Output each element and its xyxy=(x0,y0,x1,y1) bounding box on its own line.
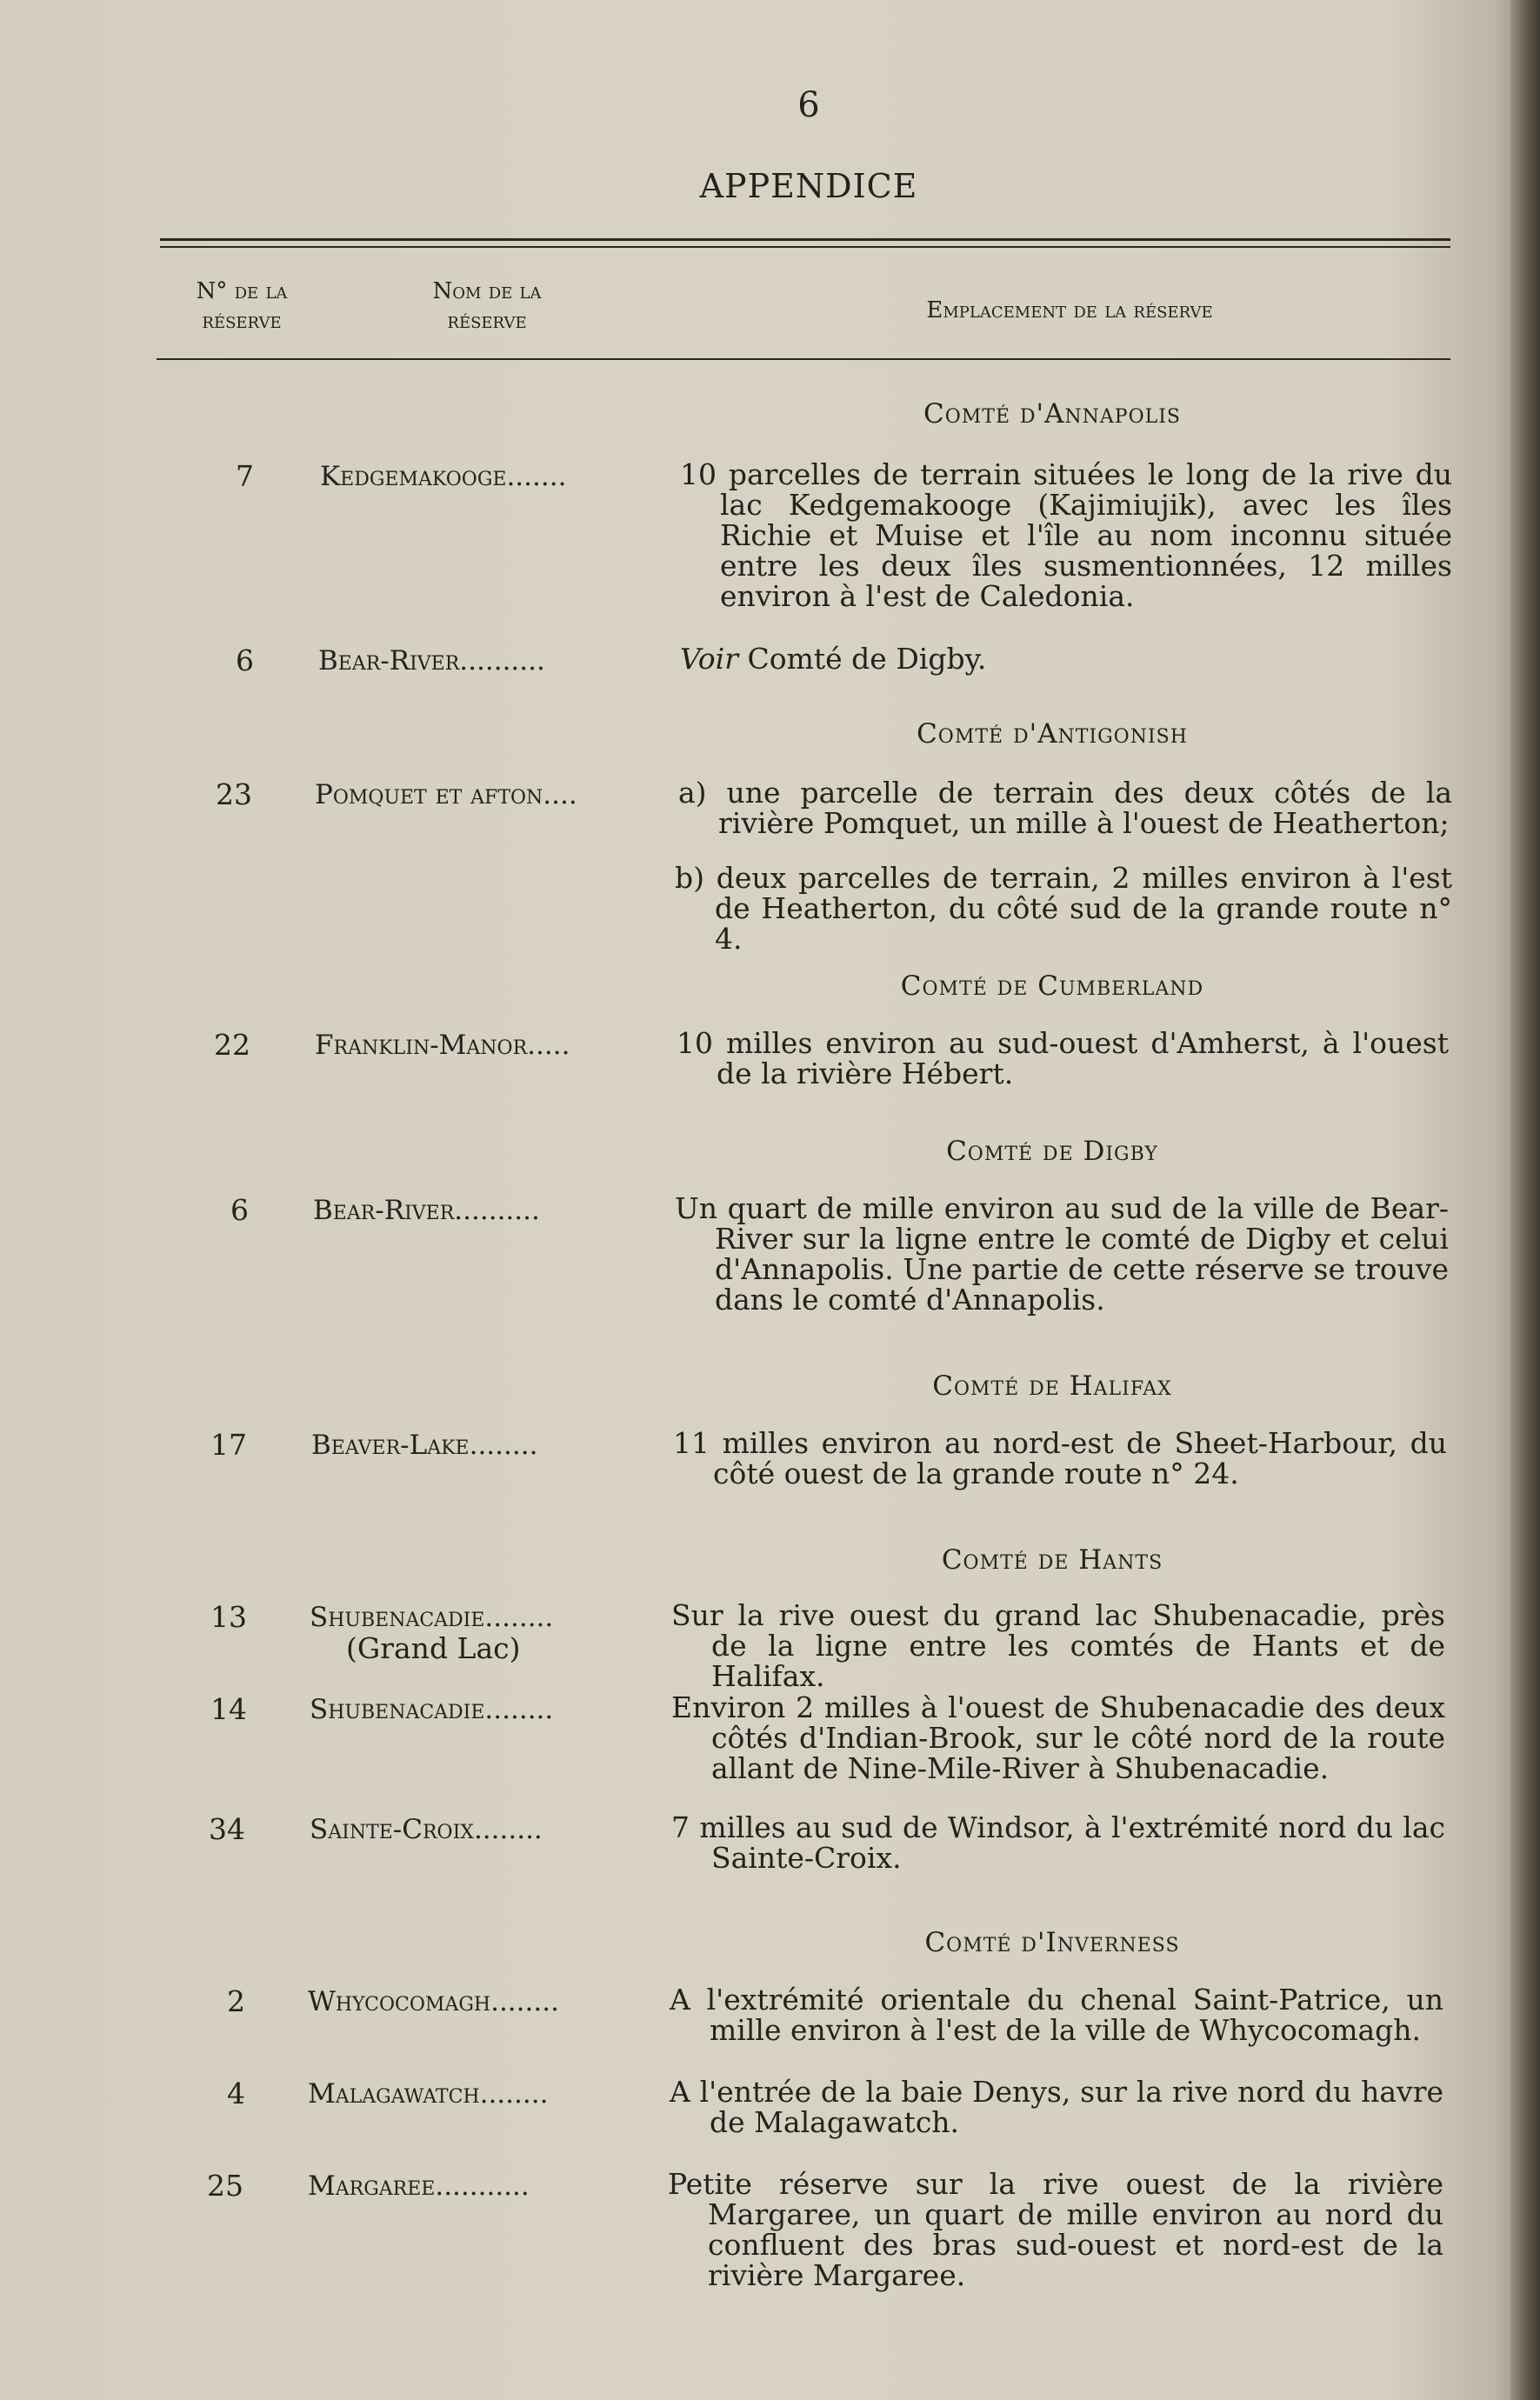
reserve-name: Franklin-Manor..... xyxy=(315,1030,570,1061)
reserve-name: Pomquet et afton.... xyxy=(315,779,577,810)
reserve-location-text: 7 milles au sud de Windsor, à l'extrémité nord du lac Sainte-Croix. xyxy=(671,1810,1445,1875)
reserve-location xyxy=(677,1028,1449,1089)
reserve-location xyxy=(680,459,1452,611)
reserve-number: 6 xyxy=(230,1193,249,1227)
reserve-number: 34 xyxy=(209,1812,245,1846)
reserve-number: 17 xyxy=(210,1428,247,1462)
reserve-location-text: 10 milles environ au sud-ouest d'Amherst, à l'ouest de la rivière Hébert. xyxy=(677,1026,1449,1090)
reserve-name: Kedgemakooge....... xyxy=(320,461,567,492)
reserve-location-text: 11 milles environ au nord-est de Sheet-Harbour, du côté ouest de la grande route n° 24. xyxy=(673,1426,1447,1490)
reserve-location-text: Environ 2 milles à l'ouest de Shubenacadie des deux côtés d'Indian-Brook, sur le côté nord de la route allant de Nine-Mile-River à Shubenacadie. xyxy=(671,1690,1445,1785)
reserve-number: 6 xyxy=(236,643,254,677)
reserve-location-text: A l'extrémité orientale du chenal Saint-Patrice, un mille environ à l'est de la ville de Whycocomagh. xyxy=(670,1983,1443,2047)
header-rule-bottom xyxy=(157,358,1450,360)
reserve-name: Bear-River.......... xyxy=(318,645,545,677)
header-rule-top-second xyxy=(160,246,1450,248)
reserve-location-text: Petite réserve sur la rive ouest de la rivière Margaree, un quart de mille environ au nord du confluent des bras sud-ouest et nord-est de la rivière Margaree. xyxy=(668,2167,1443,2292)
reserve-number: 13 xyxy=(210,1600,247,1634)
reserve-location-italic: Voir xyxy=(680,642,738,676)
reserve-location-text: A l'entrée de la baie Denys, sur la rive nord du havre de Malagawatch. xyxy=(670,2075,1443,2139)
reserve-location xyxy=(671,1692,1445,1783)
column-header-numero-line2: réserve xyxy=(202,308,282,334)
page-title: APPENDICE xyxy=(699,167,918,205)
reserve-location xyxy=(668,2169,1443,2290)
reserve-location xyxy=(670,1984,1443,2045)
reserve-name-text: Shubenacadie........ xyxy=(310,1602,554,1633)
column-header-emplacement: Emplacement de la réserve xyxy=(926,297,1213,323)
header-rule-top xyxy=(160,238,1450,241)
reserve-name: Whycocomagh........ xyxy=(308,1986,559,2017)
county-heading-antigonish: Comté d'Antigonish xyxy=(917,718,1188,750)
reserve-location-text: 10 parcelles de terrain situées le long de la rive du lac Kedgemakooge (Kajimiujik), avec les îles Richie et Muise et l'île au nom inconnu située entre les deux îles susmentionnées, 12 milles environ à l'est de Caledonia. xyxy=(680,457,1452,613)
reserve-number: 23 xyxy=(216,777,252,811)
reserve-location xyxy=(675,1193,1449,1315)
reserve-number: 7 xyxy=(236,459,254,493)
reserve-number: 4 xyxy=(227,2077,245,2110)
county-heading-halifax: Comté de Halifax xyxy=(932,1370,1172,1402)
reserve-location-part-a: a) une parcelle de terrain des deux côtés de la rivière Pomquet, un mille à l'ouest de Heatherton; xyxy=(678,776,1452,840)
reserve-location xyxy=(678,777,1452,838)
reserve-name-subtitle: (Grand Lac) xyxy=(346,1631,521,1664)
reserve-name: Beaver-Lake........ xyxy=(311,1430,538,1461)
reserve-name: Bear-River.......... xyxy=(313,1195,540,1226)
reserve-name: Shubenacadie........ xyxy=(310,1694,554,1725)
reserve-location xyxy=(673,1428,1447,1489)
county-heading-digby: Comté de Digby xyxy=(946,1136,1158,1167)
reserve-name: Sainte-Croix........ xyxy=(310,1814,543,1845)
reserve-name xyxy=(310,1602,640,1664)
county-heading-cumberland: Comté de Cumberland xyxy=(900,970,1204,1002)
county-heading-annapolis: Comté d'Annapolis xyxy=(923,398,1181,430)
reserve-location-part-b: b) deux parcelles de terrain, 2 milles environ à l'est de Heatherton, du côté sud de la grande route n° 4. xyxy=(675,861,1452,956)
page-number: 6 xyxy=(797,85,820,125)
reserve-name: Margaree........... xyxy=(308,2170,530,2202)
reserve-location-text: Un quart de mille environ au sud de la ville de Bear-River sur la ligne entre le comté de Digby et celui d'Annapolis. Une partie de cette réserve se trouve dans le comté d'Annapolis. xyxy=(675,1191,1449,1317)
reserve-number: 22 xyxy=(214,1028,250,1062)
column-header-nom xyxy=(383,277,591,336)
reserve-location xyxy=(670,2077,1443,2137)
reserve-number: 25 xyxy=(207,2169,243,2203)
column-header-nom-line1: Nom de la xyxy=(432,278,542,304)
county-heading-inverness: Comté d'Inverness xyxy=(924,1927,1180,1958)
column-header-nom-line2: réserve xyxy=(447,308,527,334)
page-edge-shadow xyxy=(1510,0,1540,2400)
reserve-number: 2 xyxy=(227,1984,245,2018)
reserve-number: 14 xyxy=(210,1692,247,1726)
reserve-name: Malagawatch........ xyxy=(308,2078,549,2110)
reserve-location xyxy=(675,863,1452,954)
reserve-location xyxy=(671,1600,1445,1691)
reserve-location xyxy=(671,1812,1445,1873)
county-heading-hants: Comté de Hants xyxy=(941,1544,1163,1576)
column-header-numero-line1: N° de la xyxy=(196,278,288,304)
column-header-numero xyxy=(155,277,329,336)
reserve-location-text: Comté de Digby. xyxy=(738,642,987,676)
reserve-location-text: Sur la rive ouest du grand lac Shubenacadie, près de la ligne entre les comtés de Hants et de Halifax. xyxy=(671,1598,1445,1693)
reserve-location xyxy=(680,643,1452,674)
